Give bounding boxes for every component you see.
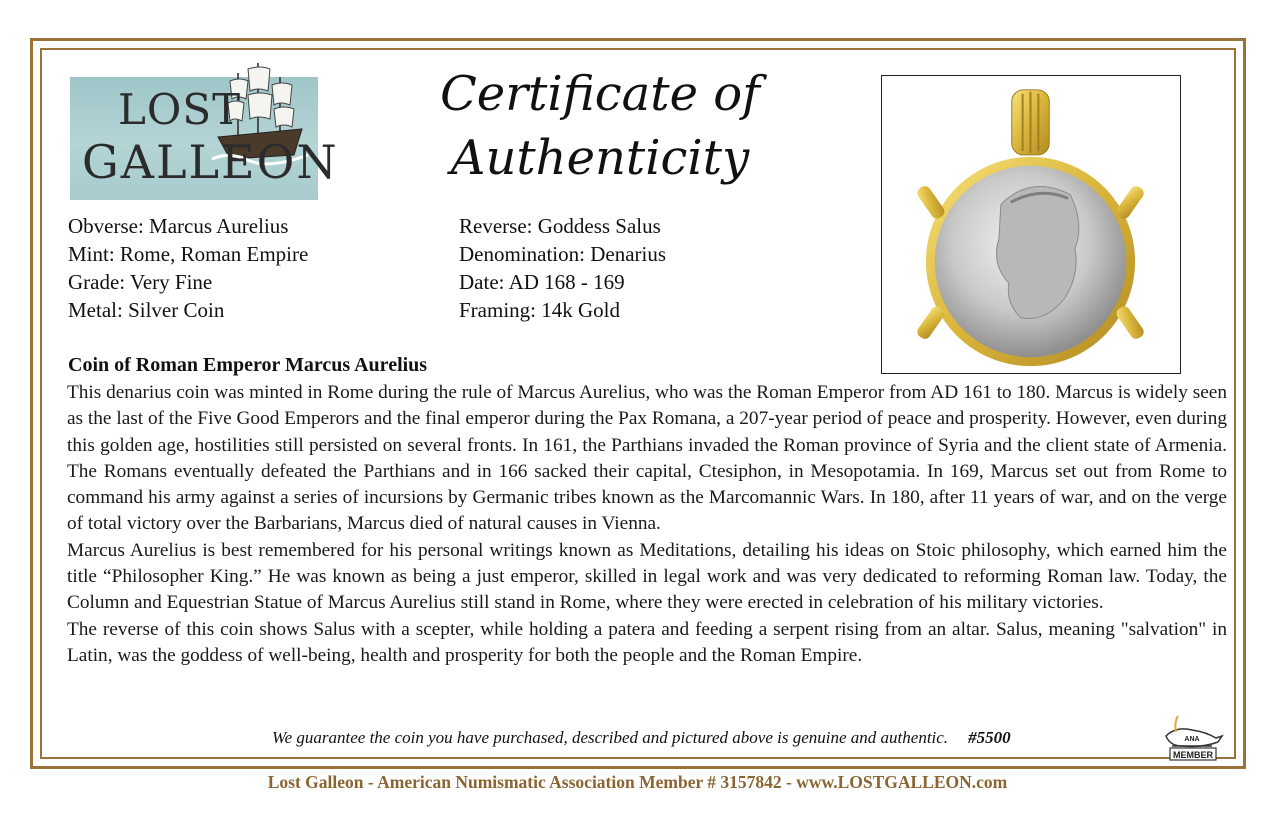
spec-reverse: Reverse: Goddess Salus <box>459 214 661 238</box>
paragraph-history: This denarius coin was minted in Rome during the rule of Marcus Aurelius, who was the Roman Emperor from AD 161 to 180. Marcus is widely seen as the last of the Five Good Emperors and the final emperor during the Pax Romana, a 207-year period of peace and prosperity. However, even during this golden age, hostilities still persisted on several fronts. In 161, the Parthians invaded the Roman province of Syria and the client state of Armenia. The Romans eventually defeated the Parthians and in 166 sacked their capital, Ctesiphon, in Mesopotamia. In 169, Marcus set out from Rome to command his army against a series of incursions by Germanic tribes known as the Marcomannic Wars. In 180, after 11 years of war, and on the verge of total victory over the Barbarians, Marcus died of natural causes in Vienna. <box>67 382 1227 535</box>
lost-galleon-logo <box>70 77 339 200</box>
coin-photo <box>881 75 1181 374</box>
guarantee-statement <box>272 728 1011 748</box>
title-line-2: Authenticity <box>450 130 750 186</box>
spec-date: Date: AD 168 - 169 <box>459 270 625 294</box>
spec-framing: Framing: 14k Gold <box>459 298 620 322</box>
paragraph-reverse: The reverse of this coin shows Salus with a scepter, while holding a patera and feeding a serpent rising from an altar. Salus, meaning "salvation" in Latin, was the goddess of well-being, health and prosperity for both the people and the Roman Empire. <box>67 618 1227 666</box>
spec-grade: Grade: Very Fine <box>68 270 213 294</box>
logo-text-lost: LOST <box>118 85 242 134</box>
spec-mint: Mint: Rome, Roman Empire <box>68 242 309 266</box>
spec-denomination: Denomination: Denarius <box>459 242 667 266</box>
ana-member-badge <box>1152 712 1232 762</box>
description-heading: Coin of Roman Emperor Marcus Aurelius <box>68 354 428 376</box>
guarantee-text: We guarantee the coin you have purchased, described and pictured above is genuine and authentic. <box>272 728 949 747</box>
spec-metal: Metal: Silver Coin <box>68 298 225 322</box>
description-body <box>67 380 1227 669</box>
ana-lamp-icon <box>1152 712 1232 762</box>
ana-acronym: ANA <box>1184 736 1200 743</box>
coin-specs-left <box>68 212 308 324</box>
ana-member-label: MEMBER <box>1173 750 1213 760</box>
coin-specs-right <box>459 212 666 324</box>
footer-membership: Lost Galleon - American Numismatic Association Member # 3157842 - www.LOSTGALLEON.com <box>267 772 1008 792</box>
logo-text-galleon: GALLEON <box>82 135 339 189</box>
certificate-number: #5500 <box>968 728 1011 747</box>
coin-pendant-image <box>882 76 1179 372</box>
spec-obverse: Obverse: Marcus Aurelius <box>68 214 289 238</box>
title-line-1: Certificate of <box>440 66 760 122</box>
paragraph-legacy: Marcus Aurelius is best remembered for his personal writings known as Meditations, detailing his ideas on Stoic philosophy, which earned him the title “Philosopher King.” He was known as being a just emperor, skilled in legal work and was very dedicated to reforming Roman law. Today, the Column and Equestrian Statue of Marcus Aurelius still stand in Rome, where they were erected in celebration of his military victories. <box>67 539 1227 614</box>
certificate-title <box>440 62 760 190</box>
